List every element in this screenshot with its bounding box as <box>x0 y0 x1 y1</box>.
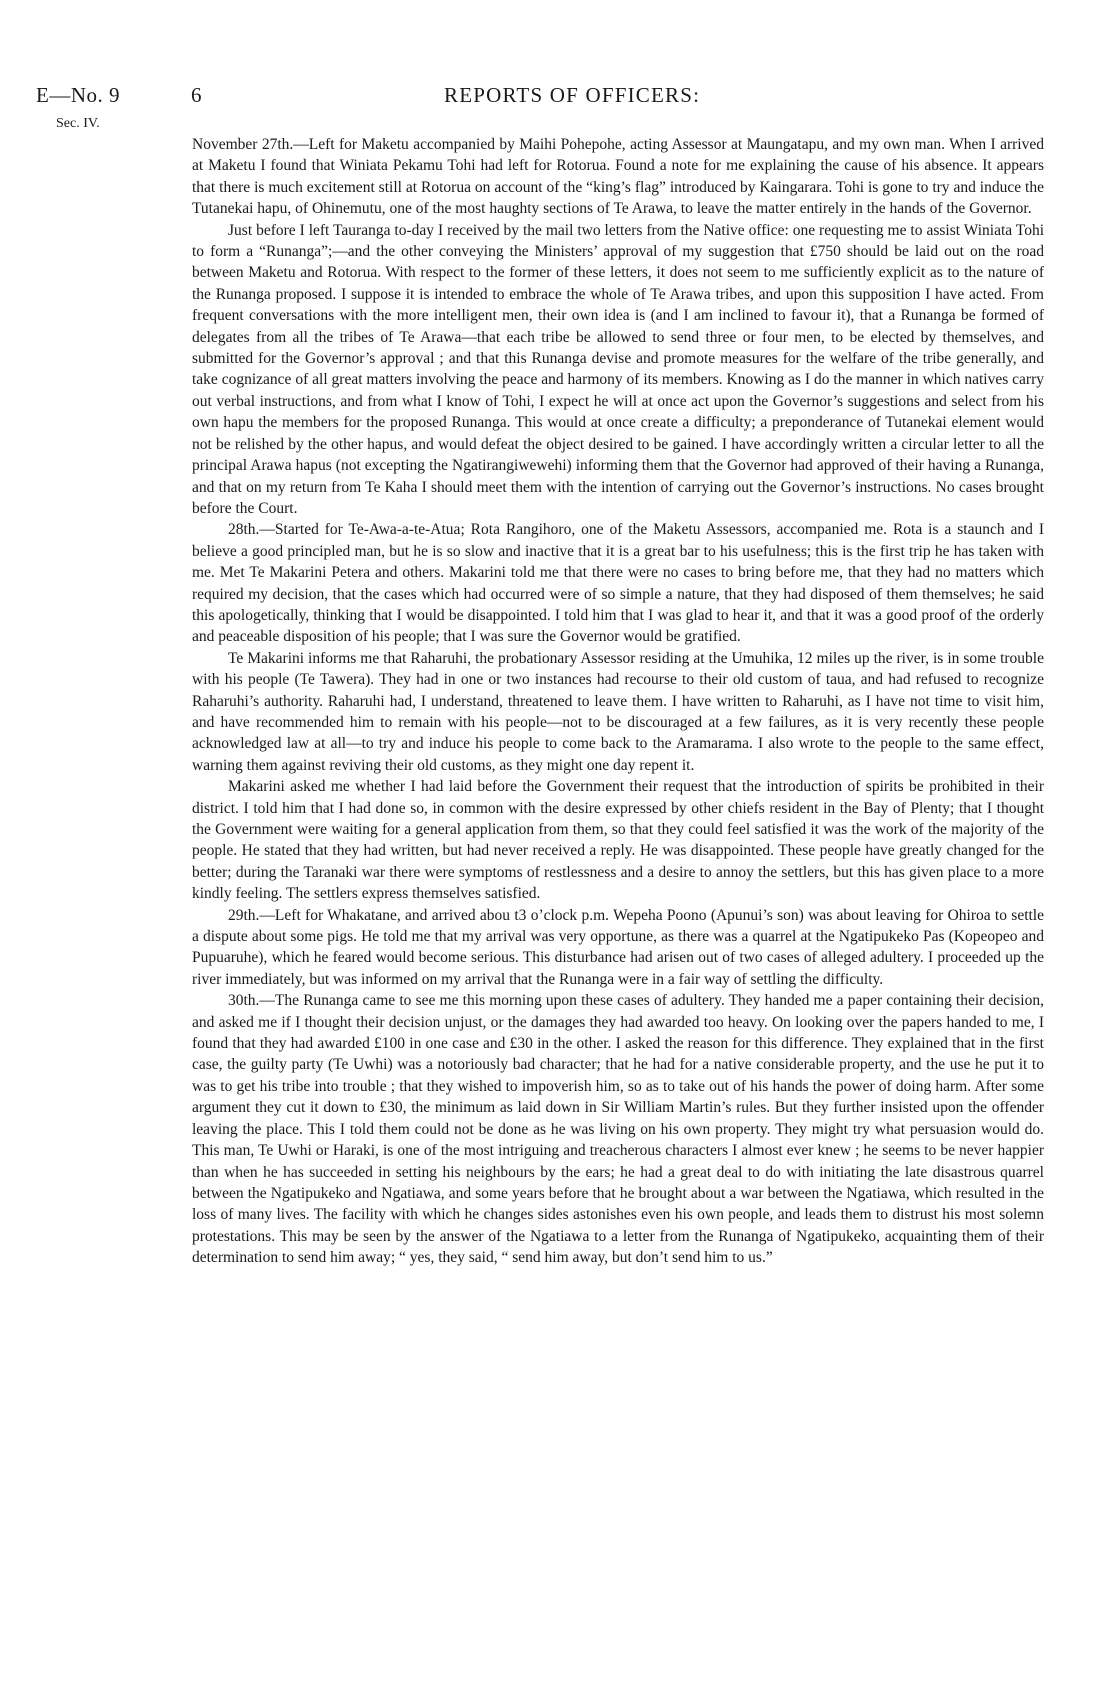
page-number: 6 <box>191 83 202 107</box>
paragraph-raharuhi: Te Makarini informs me that Raharuhi, the probationary Assessor residing at the Umuhika, 12 miles up the river, is in some trouble with his people (Te Tawera). They had in one or two instances had recourse to their old custom of taua, and had refused to recognize Raharuhi’s authority. Raharuhi had, I understand, threatened to leave them. I have written to Raharuhi, as I have not time to visit him, and have recommended him to remain with his people—not to be discouraged at a few failures, as it is very recently these people acknowledged law at all—to try and induce his people to come back to the Aramarama. I also wrote to the people to the same effect, warning them against reviving their old customs, as they might one day repent it. <box>192 649 1044 774</box>
paragraph-nov-27: November 27th.—Left for Maketu accompanied by Maihi Pohepohe, acting Assessor at Maungatapu, and my own man. When I arrived at Maketu I found that Winiata Pekamu Tohi had left for Rotorua. Found a note for me explaining the cause of his absence. It appears that there is much excitement still at Rotorua on account of the “king’s flag” introduced by Kaingarara. Tohi is gone to try and induce the Tutanekai hapu, of Ohinemutu, one of the most haughty sections of Te Arawa, to leave the matter entirely in the hands of the Governor. <box>192 136 1044 218</box>
paragraph-28th: 28th.—Started for Te-Awa-a-te-Atua; Rota Rangihoro, one of the Maketu Assessors, accompanied me. Rota is a staunch and I believe a good principled man, but he is so slow and inactive that it is a great bar to his usefulness; this is the first trip he has taken with me. Met Te Makarini Petera and others. Makarini told me that there were no cases to bring before me, that they had no matters which required my decision, that the cases which had occurred were of so simple a nature, that they had disposed of them themselves; he said this apologetically, thinking that I would be disappointed. I told him that I was glad to hear it, and that it was a good proof of the orderly and peaceable disposition of his people; that I was sure the Governor would be gratified. <box>192 521 1044 646</box>
paragraph-29th: 29th.—Left for Whakatane, and arrived abou t3 o’clock p.m. Wepeha Poono (Apunui’s son) was about leaving for Ohiroa to settle a dispute about some pigs. He told me that my arrival was very opportune, as there was a quarrel at the Ngatipukeko Pas (Kopeopeo and Pupuaruhe), which he feared would become serious. This disturbance had arisen out of two cases of alleged adultery. I proceeded up the river immediately, but was informed on my arrival that the Runanga were in a fair way of settling the difficulty. <box>192 906 1044 988</box>
running-head: REPORTS OF OFFICERS: <box>444 83 701 107</box>
section-ref: Sec. IV. <box>56 116 100 131</box>
paragraph-spirits: Makarini asked me whether I had laid before the Government their request that the introduction of spirits be prohibited in their district. I told him that I had done so, in common with the desire expressed by other chiefs resident in the Bay of Plenty; that I thought the Government were waiting for a general application from them, so that they could feel satisfied it was the work of the majority of the people. He stated that they had written, but had never received a reply. He was disappointed. These people have greatly changed for the better; during the Taranaki war there were symptoms of restlessness and a desire to annoy the settlers, but this has given place to a more kindly feeling. The settlers express themselves satisfied. <box>192 778 1044 903</box>
paragraph-runanga-letters: Just before I left Tauranga to-day I received by the mail two letters from the Native office: one requesting me to assist Winiata Tohi to form a “Runanga”;—and the other conveying the Ministers’ approval of my suggestion that £750 should be laid out on the road between Maketu and Rotorua. With respect to the former of these letters, it does not seem to me sufficiently explicit as to the nature of the Runanga proposed. I suppose it is intended to embrace the whole of Te Arawa tribes, and upon this supposition I have acted. From frequent conversations with the more intelligent men, their own idea is (and I am inclined to favour it), that a Runanga be formed of delegates from all the tribes of Te Arawa—that each tribe be allowed to send three or four men, to be elected by themselves, and submitted for the Governor’s approval ; and that this Runanga devise and promote measures for the welfare of the tribe generally, and take cognizance of all great matters involving the peace and harmony of its members. Knowing as I do the manner in which natives carry out verbal instructions, and from what I know of Tohi, I expect he will at once act upon the Governor’s suggestions and select from his own hapu the members for the proposed Runanga. This would at once create a difficulty; a preponderance of Tutanekai element would not be relished by the other hapus, and would defeat the object desired to be gained. I have accordingly written a circular letter to all the principal Arawa hapus (not excepting the Ngatirangiwewehi) informing them that the Governor had approved of their having a Runanga, and that on my return from Te Kaha I should meet them with the intention of carrying out the Governor’s instructions. No cases brought before the Court. <box>192 221 1044 517</box>
report-body <box>192 134 1044 1269</box>
page-ref: E—No. 9 <box>36 83 120 107</box>
paragraph-30th: 30th.—The Runanga came to see me this morning upon these cases of adultery. They handed me a paper containing their decision, and asked me if I thought their decision unjust, or the damages they had awarded too heavy. On looking over the papers handed to me, I found that they had awarded £100 in one case and £30 in the other. I asked the reason for this difference. They explained that in the first case, the guilty party (Te Uwhi) was a notoriously bad character; that he had for a native considerable property, and the use he put it to was to get his tribe into trouble ; that they wished to impoverish him, so as to take out of his hands the power of doing harm. After some argument they cut it down to £30, the minimum as laid down in Sir William Martin’s rules. But they further insisted upon the offender leaving the place. This I told them could not be done as he was living on his own property. They might try what persuasion would do. This man, Te Uwhi or Haraki, is one of the most intriguing and treacherous characters I almost ever knew ; he seems to be never happier than when he has succeeded in setting his neighbours by the ears; he had a great deal to do with initiating the late disastrous quarrel between the Ngatipukeko and Ngatiawa, and some years before that he brought about a war between the Ngatiawa, which resulted in the loss of many lives. The facility with which he changes sides astonishes even his own people, and leads them to distrust his most solemn protestations. This may be seen by the answer of the Ngatiawa to a letter from the Runanga of Ngatipukeko, acquainting them of their determination to send him away; “ yes, they said, “ send him away, but don’t send him to us.” <box>192 992 1044 1267</box>
